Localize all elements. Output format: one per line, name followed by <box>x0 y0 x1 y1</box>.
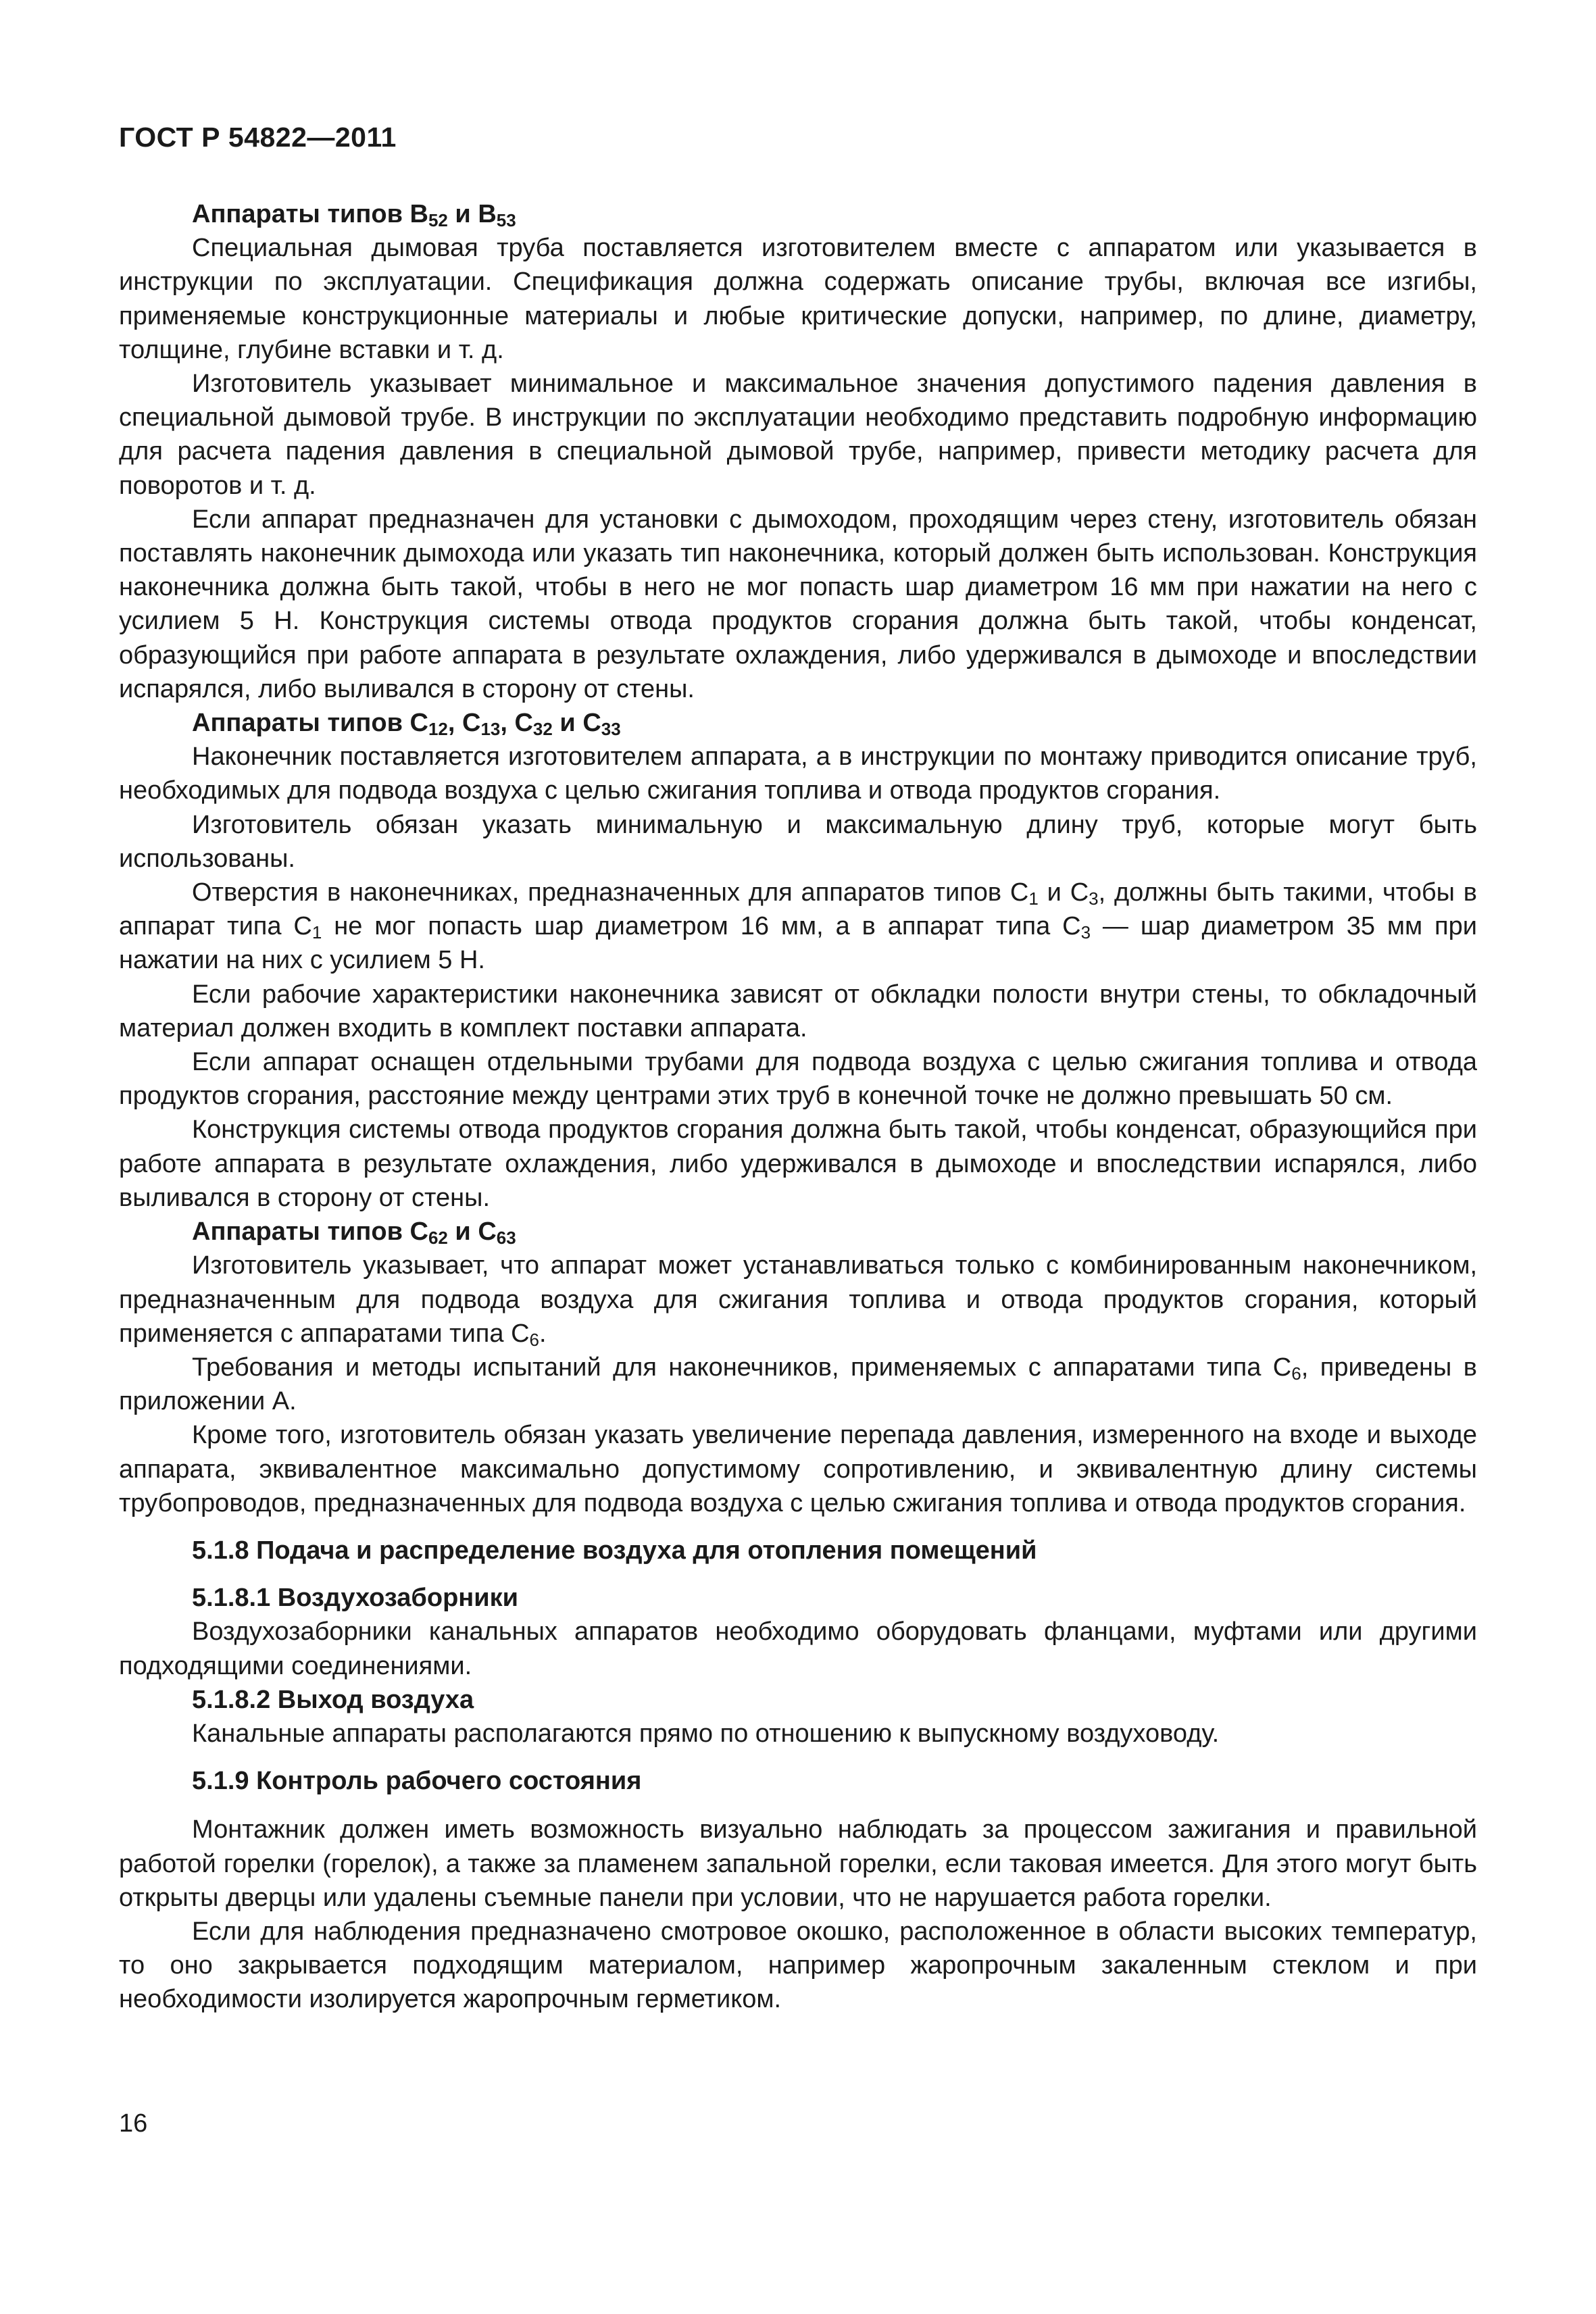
paragraph: Наконечник поставляется изготовителем аппарата, а в инструкции по монтажу приводится описание труб, необходимых для подвода воздуха с целью сжигания топлива и отвода продуктов сгорания. <box>119 743 1477 805</box>
section-heading-c12-c33: Аппараты типов $C_{12}$, $C_{13}$, $C_{32}$ и $C_{33}$ <box>192 709 621 740</box>
document-body <box>119 197 1477 2017</box>
section-heading-c62-c63: Аппараты типов $C_{62}$ и $C_{63}$ <box>192 1217 516 1249</box>
paragraph: Канальные аппараты располагаются прямо по отношению к выпускному воздуховоду. <box>192 1719 1220 1748</box>
paragraph: Изготовитель указывает, что аппарат может устанавливаться только с комбинированным наконечником, предназначенным для подвода воздуха для сжигания топлива и отвода продуктов сгорания, который применяется с аппаратами типа $С_6$. <box>119 1251 1477 1350</box>
document-code-header: ГОСТ Р 54822—2011 <box>119 122 397 153</box>
paragraph: Изготовитель указывает минимальное и максимальное значения допустимого падения давления в специальной дымовой трубе. В инструкции по эксплуатации необходимо представить подробную информацию для расчета падения давления в специальной дымовой трубе, например, привести методику расчета для поворотов и т. д. <box>119 370 1477 500</box>
section-heading-b52-b53: Аппараты типов $B_{52}$ и $B_{53}$ <box>192 200 516 230</box>
section-heading-5-1-8: 5.1.8 Подача и распределение воздуха для отопления помещений <box>192 1536 1037 1565</box>
paragraph: Если аппарат предназначен для установки с дымоходом, проходящим через стену, изготовитель обязан поставлять наконечник дымохода или указать тип наконечника, который должен быть использован. Конструкция наконечника должна быть такой, чтобы в него не мог попасть шар диаметром 16 мм при нажатии на него с усилием 5 Н. Конструкция системы отвода продуктов сгорания должна быть такой, чтобы конденсат, образующийся при работе аппарата в результате охлаждения, либо удерживался в дымоходе и впоследствии испарялся, либо выливался в сторону от стены. <box>119 505 1477 703</box>
paragraph: Монтажник должен иметь возможность визуально наблюдать за процессом зажигания и правильной работой горелки (горелок), а также за пламенем запальной горелки, если таковая имеется. Для этого могут быть открыты дверцы или удалены съемные панели при условии, что не нарушается работа горелки. <box>119 1815 1477 1912</box>
paragraph: Если для наблюдения предназначено смотровое окошко, расположенное в области высоких температур, то оно закрывается подходящим материалом, например жаропрочным закаленным стеклом и при необходимости изолируется жаропрочным герметиком. <box>119 1917 1477 2014</box>
paragraph: Воздухозаборники канальных аппаратов необходимо оборудовать фланцами, муфтами или другими подходящими соединениями. <box>119 1617 1477 1680</box>
section-heading-5-1-8-2: 5.1.8.2 Выход воздуха <box>192 1685 474 1714</box>
section-heading-5-1-8-1: 5.1.8.1 Воздухозаборники <box>192 1584 518 1613</box>
paragraph: Кроме того, изготовитель обязан указать увеличение перепада давления, измеренного на входе и выходе аппарата, эквивалентное максимально допустимому сопротивлению, и эквивалентную длину системы трубопроводов, предназначенных для подвода воздуха с целью сжигания топлива и отвода продуктов сгорания. <box>119 1421 1477 1517</box>
paragraph: Требования и методы испытаний для наконечников, применяемых с аппаратами типа $С_6$, приведены в приложении А. <box>119 1353 1477 1416</box>
paragraph: Если рабочие характеристики наконечника зависят от обкладки полости внутри стены, то обкладочный материал должен входить в комплект поставки аппарата. <box>119 980 1477 1042</box>
paragraph: Если аппарат оснащен отдельными трубами для подвода воздуха с целью сжигания топлива и отвода продуктов сгорания, расстояние между центрами этих труб в конечной точке не должно превышать 50 см. <box>119 1048 1477 1111</box>
page-number: 16 <box>119 2109 148 2138</box>
paragraph: Отверстия в наконечниках, предназначенных для аппаратов типов $С_1$ и $С_3$, должны быть такими, чтобы в аппарат типа $С_1$ не мог попасть шар диаметром 16 мм, а в аппарат типа $С_3$ — шар диаметром 35 мм при нажатии на них с усилием 5 Н. <box>119 878 1477 975</box>
section-heading-5-1-9: 5.1.9 Контроль рабочего состояния <box>192 1767 642 1796</box>
paragraph: Изготовитель обязан указать минимальную и максимальную длину труб, которые могут быть использованы. <box>119 810 1477 873</box>
paragraph: Специальная дымовая труба поставляется изготовителем вместе с аппаратом или указывается в инструкции по эксплуатации. Спецификация должна содержать описание трубы, включая все изгибы, применяемые конструкционные материалы и любые критические допуски, например, по длине, диаметру, толщине, глубине вставки и т. д. <box>119 234 1477 364</box>
paragraph: Конструкция системы отвода продуктов сгорания должна быть такой, чтобы конденсат, образующийся при работе аппарата в результате охлаждения, либо удерживался в дымоходе и впоследствии испарялся, либо выливался в сторону от стены. <box>119 1115 1477 1212</box>
